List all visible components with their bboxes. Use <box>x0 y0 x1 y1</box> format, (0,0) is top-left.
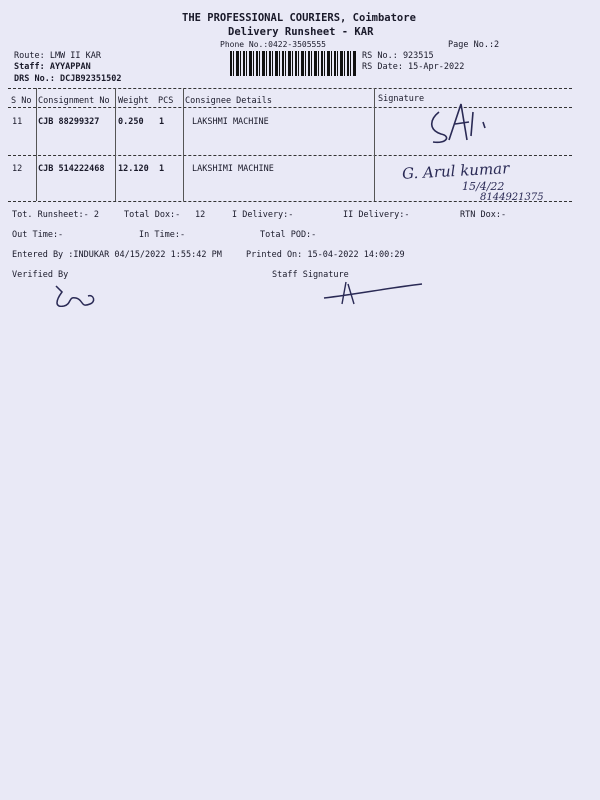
table-row-consignee: LAKSHIMI MACHINE <box>192 164 274 174</box>
column-line <box>183 88 184 201</box>
barcode <box>230 51 356 76</box>
handwritten-date: 15/4/22 <box>462 180 505 193</box>
column-line <box>115 88 116 201</box>
staff-signature-label: Staff Signature <box>272 270 349 280</box>
route: Route: LMW II KAR <box>14 51 101 61</box>
runsheet-title: Delivery Runsheet - KAR <box>228 26 374 38</box>
rs-number: RS No.: 923515 <box>362 51 434 61</box>
ii-delivery: II Delivery:- <box>343 210 410 220</box>
printed-on: Printed On: 15-04-2022 14:00:29 <box>246 250 405 260</box>
table-top-rule <box>8 88 572 89</box>
column-line <box>36 88 37 201</box>
handwritten-phone: 8144921375 <box>480 192 544 203</box>
table-row-pcs: 1 <box>159 117 165 127</box>
table-row-consignee: LAKSHMI MACHINE <box>192 117 269 127</box>
total-runsheet: Tot. Runsheet:- 2 <box>12 210 99 220</box>
phone-number: Phone No.:0422-3505555 <box>220 40 326 49</box>
company-name: THE PROFESSIONAL COURIERS, Coimbatore <box>182 12 416 24</box>
column-line <box>374 88 375 201</box>
page-number: Page No.:2 <box>448 40 500 50</box>
out-time: Out Time:- <box>12 230 64 240</box>
table-row-pcs: 1 <box>159 164 165 174</box>
verified-signature <box>50 282 110 312</box>
table-row-sno: 11 <box>12 117 23 127</box>
staff-signature <box>318 278 428 308</box>
header-sno: S No <box>11 96 32 106</box>
table-row-consignment: CJB 88299327 <box>38 117 100 127</box>
entered-by: Entered By :INDUKAR 04/15/2022 1:55:42 PM <box>12 250 222 260</box>
signature-row-11 <box>425 100 505 150</box>
staff: Staff: AYYAPPAN <box>14 62 91 72</box>
i-delivery: I Delivery:- <box>232 210 294 220</box>
table-row-consignment: CJB 514222468 <box>38 164 105 174</box>
rtn-dox: RTN Dox:- <box>460 210 507 220</box>
header-pcs: PCS <box>158 96 174 106</box>
drs-number: DRS No.: DCJB92351502 <box>14 74 122 84</box>
header-consignee: Consignee Details <box>185 96 272 106</box>
total-pod: Total POD:- <box>260 230 317 240</box>
table-row-weight: 0.250 <box>118 117 144 127</box>
header-signature: Signature <box>378 94 425 104</box>
header-consignment: Consignment No <box>38 96 110 106</box>
row-divider <box>8 155 572 156</box>
total-dox-label: Total Dox:- <box>124 210 181 220</box>
header-weight: Weight <box>118 96 149 106</box>
handwritten-receiver-name: G. Arul kumar <box>401 159 510 183</box>
total-dox-value: 12 <box>195 210 206 220</box>
table-row-weight: 12.120 <box>118 164 149 174</box>
in-time: In Time:- <box>139 230 186 240</box>
rs-date: RS Date: 15-Apr-2022 <box>362 62 465 72</box>
table-row-sno: 12 <box>12 164 23 174</box>
verified-by-label: Verified By <box>12 270 69 280</box>
